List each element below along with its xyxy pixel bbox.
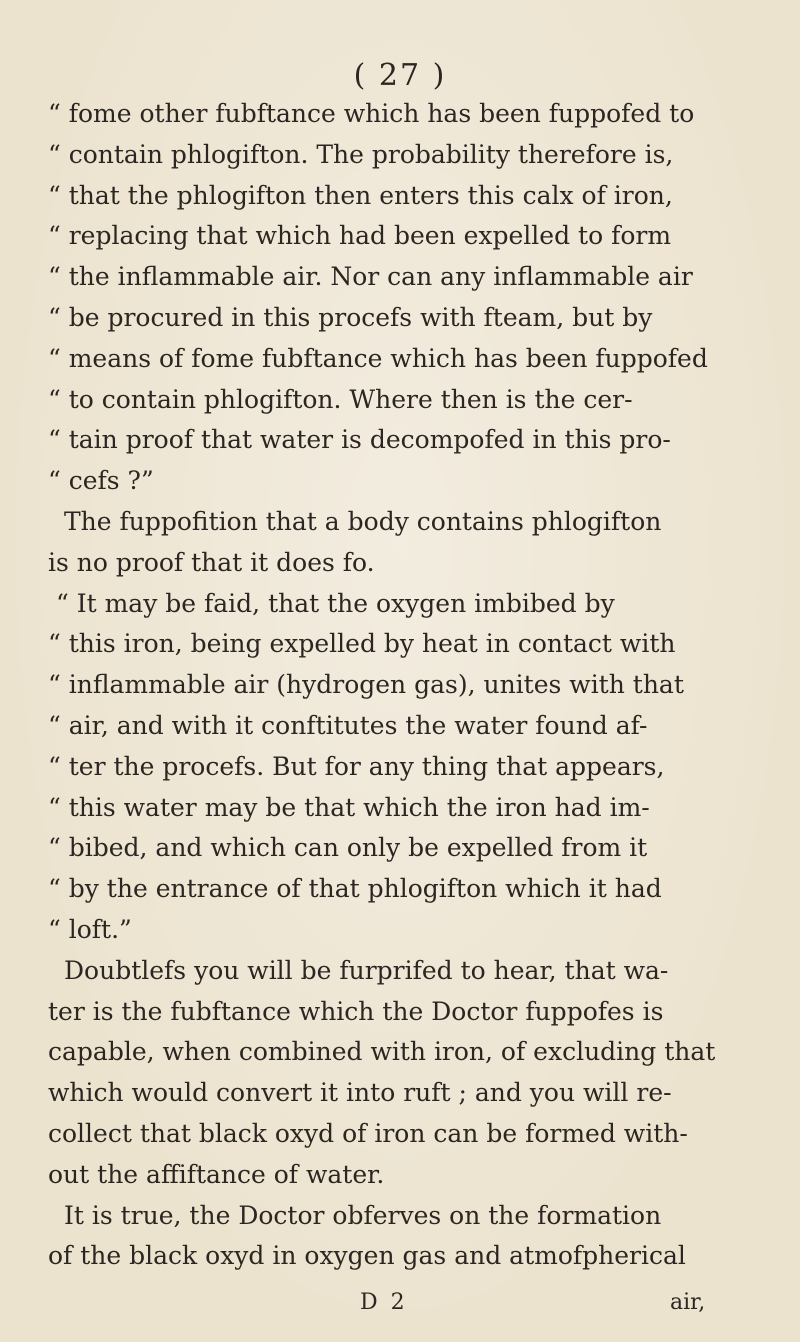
page-footer xyxy=(0,1290,800,1330)
body-text xyxy=(48,94,738,1277)
text-line: “ that the phlogifton then enters this calx of iron, xyxy=(48,180,673,210)
text-line: The fuppofition that a body contains phlogifton xyxy=(64,506,662,536)
text-line: out the affiftance of water. xyxy=(48,1159,385,1189)
text-line: “ by the entrance of that phlogifton which it had xyxy=(48,874,662,904)
text-line: “ air, and with it conftitutes the water found af- xyxy=(48,710,648,740)
text-line: “ It may be faid, that the oxygen imbibed by xyxy=(56,588,615,618)
text-line: “ means of fome fubftance which has been fuppofed xyxy=(48,343,708,373)
text-line: “ contain phlogifton. The probability therefore is, xyxy=(48,139,674,169)
text-line: “ the inflammable air. Nor can any inflammable air xyxy=(48,262,693,292)
text-line: “ fome other fubftance which has been fuppofed to xyxy=(48,99,695,128)
text-line: “ cefs ?” xyxy=(48,466,154,496)
text-line: capable, when combined with iron, of excluding that xyxy=(48,1037,716,1067)
signature-mark: D 2 xyxy=(360,1290,408,1315)
text-line: “ loft.” xyxy=(48,914,132,944)
text-line: “ this water may be that which the iron had im- xyxy=(48,792,650,822)
text-line: collect that black oxyd of iron can be formed with- xyxy=(48,1118,688,1148)
text-line: which would convert it into ruft ; and you will re- xyxy=(48,1078,672,1108)
text-line: It is true, the Doctor obferves on the formation xyxy=(64,1200,662,1230)
text-line: “ bibed, and which can only be expelled from it xyxy=(48,833,648,863)
text-line: “ replacing that which had been expelled to form xyxy=(48,221,672,251)
text-line: Doubtlefs you will be furprifed to hear, that wa- xyxy=(64,955,669,985)
text-line: “ tain proof that water is decompofed in this pro- xyxy=(48,425,671,455)
text-line: “ to contain phlogifton. Where then is the cer- xyxy=(48,384,633,414)
text-line: “ this iron, being expelled by heat in contact with xyxy=(48,629,676,659)
text-line: “ ter the procefs. But for any thing that appears, xyxy=(48,751,665,781)
text-line: “ inflammable air (hydrogen gas), unites with that xyxy=(48,670,684,700)
text-line: “ be procured in this procefs with fteam, but by xyxy=(48,302,653,332)
text-line: is no proof that it does fo. xyxy=(48,547,375,577)
page-number-header: ( 27 ) xyxy=(353,58,447,93)
text-line: ter is the fubftance which the Doctor fuppofes is xyxy=(48,996,664,1026)
catchword: air, xyxy=(670,1290,706,1315)
text-line: of the black oxyd in oxygen gas and atmofpherical xyxy=(48,1241,686,1271)
